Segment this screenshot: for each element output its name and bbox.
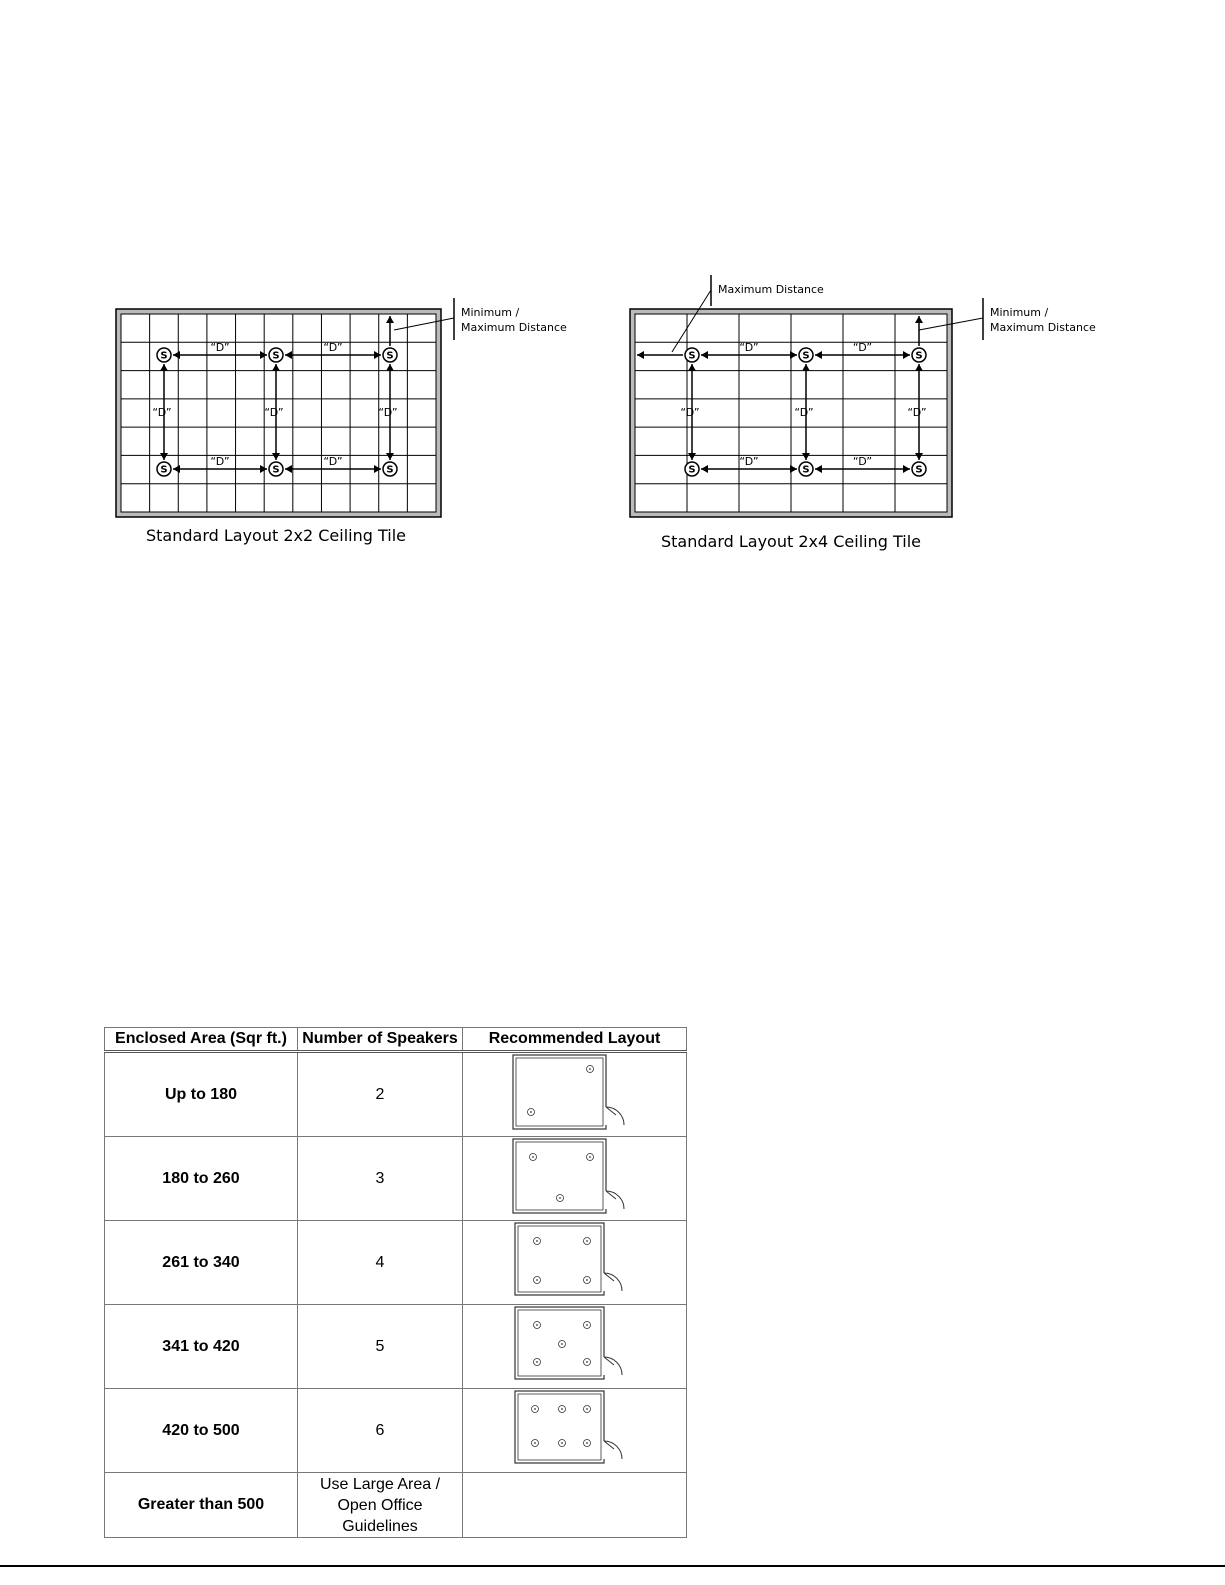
area-cell: 420 to 500 [105, 1389, 298, 1473]
room-outline [515, 1223, 604, 1295]
min-max-label-line2: Maximum Distance [461, 321, 567, 334]
distance-label: “D” [852, 341, 873, 354]
table-row [105, 1052, 687, 1137]
speaker-label: S [386, 350, 394, 362]
speakers-cell: 5 [298, 1305, 463, 1389]
speaker-dot-center [561, 1442, 563, 1444]
speaker-dot-center [561, 1343, 563, 1345]
speaker-dot-center [586, 1324, 588, 1326]
speaker-dot-center [536, 1279, 538, 1281]
speaker-dot-center [530, 1111, 532, 1113]
door-opening [604, 1191, 608, 1209]
area-cell: 261 to 340 [105, 1221, 298, 1305]
header-enclosed-area: Enclosed Area (Sqr ft.) [105, 1028, 298, 1052]
speaker-label: S [915, 464, 923, 476]
header-recommended-layout: Recommended Layout [463, 1028, 687, 1052]
speaker-dot-center [586, 1408, 588, 1410]
speaker-dot-center [586, 1279, 588, 1281]
area-cell: Greater than 500 [105, 1473, 298, 1538]
speaker-dot-center [536, 1240, 538, 1242]
speaker-dot-center [534, 1442, 536, 1444]
speaker-label: S [688, 350, 696, 362]
guideline-line-1: Use Large Area / [319, 1475, 441, 1493]
layout-cell [463, 1137, 687, 1221]
page-bottom-rule [0, 1565, 1225, 1567]
layout-cell [463, 1305, 687, 1389]
layout-2x4-svg [620, 260, 1160, 570]
layout-2x2-svg [100, 260, 620, 570]
distance-label: “D” [739, 455, 759, 468]
speaker-label: S [272, 350, 280, 362]
area-cell: 341 to 420 [105, 1305, 298, 1389]
speakers-cell: 2 [298, 1052, 463, 1137]
distance-label: “D” [210, 341, 230, 354]
layout-2x2-diagram [100, 260, 620, 570]
distance-label: “D” [739, 341, 759, 354]
distance-label: “D” [378, 406, 398, 419]
speakers-cell: 6 [298, 1389, 463, 1473]
speaker-dot-center [589, 1156, 591, 1158]
door-opening [602, 1357, 606, 1375]
distance-label: “D” [152, 406, 172, 419]
speaker-label: S [802, 464, 810, 476]
layout-2x2-caption: Standard Layout 2x2 Ceiling Tile [145, 526, 407, 545]
speaker-dot-center [586, 1442, 588, 1444]
distance-label: “D” [907, 406, 927, 419]
min-max-label-2x4-line2: Maximum Distance [990, 321, 1096, 334]
layout-cell [463, 1221, 687, 1305]
speaker-label: S [272, 464, 280, 476]
speaker-count-table [104, 1027, 687, 1538]
speaker-dot-center [586, 1240, 588, 1242]
table-row [105, 1389, 687, 1473]
min-max-label-2x4-line1: Minimum / [990, 306, 1049, 319]
guideline-line-3: Guidelines [342, 1517, 418, 1535]
table-row [105, 1305, 687, 1389]
layout-2x4-diagram [620, 260, 1160, 570]
room-outline [513, 1139, 606, 1213]
min-max-label-line1: Minimum / [461, 306, 520, 319]
speaker-label: S [160, 464, 168, 476]
speaker-dot-center [536, 1361, 538, 1363]
header-number-of-speakers: Number of Speakers [298, 1028, 463, 1052]
speaker-dot-center [534, 1408, 536, 1410]
room-layout-diagram [510, 1053, 640, 1131]
guideline-line-2: Open Office [337, 1496, 423, 1514]
speakers-cell: 3 [298, 1137, 463, 1221]
speaker-label: S [802, 350, 810, 362]
speaker-dot-center [586, 1361, 588, 1363]
room-layout-diagram [510, 1221, 640, 1299]
speakers-cell [298, 1473, 463, 1538]
speaker-label: S [688, 464, 696, 476]
layout-cell [463, 1389, 687, 1473]
speakers-cell: 4 [298, 1221, 463, 1305]
door-opening [602, 1441, 606, 1459]
layout-cell [463, 1052, 687, 1137]
table-row [105, 1137, 687, 1221]
room-layout-diagram [510, 1137, 640, 1215]
distance-label: “D” [680, 406, 700, 419]
layout-2x4-caption: Standard Layout 2x4 Ceiling Tile [660, 532, 922, 551]
area-cell: 180 to 260 [105, 1137, 298, 1221]
speaker-dot-center [559, 1197, 561, 1199]
speaker-label: S [160, 350, 168, 362]
speaker-label: S [915, 350, 923, 362]
door-opening [604, 1107, 608, 1125]
max-distance-label: Maximum Distance [718, 283, 824, 296]
table-row [105, 1221, 687, 1305]
distance-label: “D” [852, 455, 873, 468]
area-cell: Up to 180 [105, 1052, 298, 1137]
speaker-label: S [386, 464, 394, 476]
distance-label: “D” [210, 455, 230, 468]
speaker-dot-center [589, 1068, 591, 1070]
table-row [105, 1473, 687, 1538]
speaker-dot-center [532, 1156, 534, 1158]
distance-label: “D” [794, 406, 814, 419]
speaker-dot-center [561, 1408, 563, 1410]
room-layout-diagram [510, 1389, 640, 1467]
room-outline [515, 1391, 604, 1463]
layout-cell [463, 1473, 687, 1538]
table-header-row [105, 1028, 687, 1052]
room-layout-diagram [510, 1305, 640, 1383]
distance-label: “D” [323, 341, 343, 354]
door-opening [602, 1273, 606, 1291]
distance-label: “D” [264, 406, 284, 419]
distance-label: “D” [323, 455, 343, 468]
speaker-dot-center [536, 1324, 538, 1326]
